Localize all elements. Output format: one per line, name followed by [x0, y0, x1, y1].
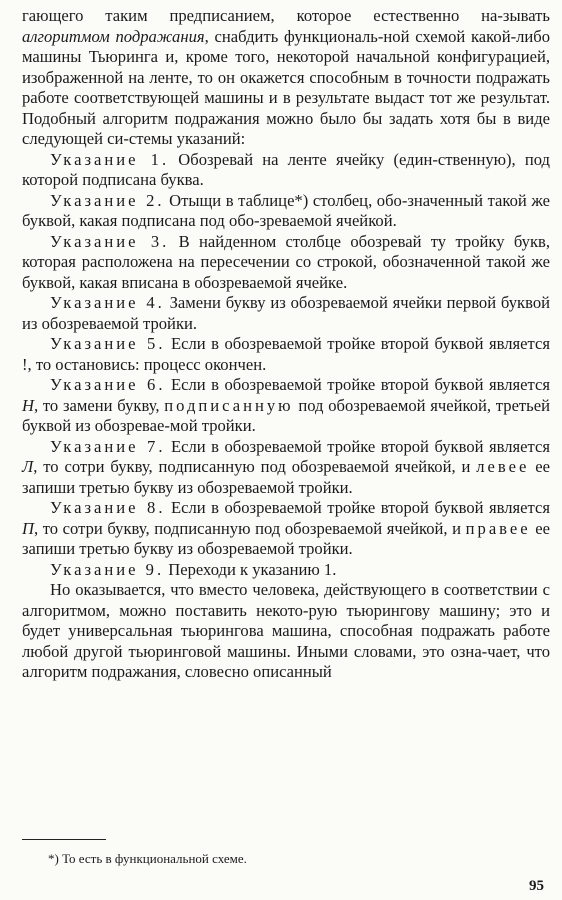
- instruction-text: Замени букву из обозреваемой ячейки первой буквой из обозреваемой тройки.: [22, 293, 551, 333]
- instruction-label: Указание 7.: [50, 436, 166, 456]
- instruction-text-b: , то сотри букву, подписанную под обозреваемой ячейкой, и: [33, 457, 477, 476]
- instruction-6: [22, 375, 550, 437]
- instruction-text-b: , то замени букву,: [33, 395, 165, 415]
- instruction-spaced-word: левее: [476, 457, 530, 476]
- instruction-italic-letter: Л: [22, 457, 34, 476]
- instruction-text-b: , то сотри букву, подписанную под обозреваемой ячейкой, и: [33, 518, 466, 538]
- instruction-text-c: ее запиши третью букву из обозреваемой тройки.: [22, 457, 550, 497]
- instruction-9: [22, 560, 550, 581]
- page-number: 95: [529, 878, 544, 894]
- footnote-divider: [22, 839, 106, 840]
- instruction-italic-letter: П: [22, 518, 34, 538]
- instruction-text: Если в обозреваемой тройке второй буквой является !, то остановись: процесс окончен.: [22, 334, 550, 374]
- instruction-italic-letter: Н: [22, 395, 34, 415]
- instruction-text: В найденном столбце обозревай ту тройку букв, которая расположена на пересечении со строкой, обозначенной такой же буквой, какая вписана в обозреваемой ячейке.: [22, 231, 550, 292]
- instruction-text-c: под обозреваемой ячейкой, третьей буквой из обозревае-мой тройки.: [22, 395, 550, 435]
- intro-text-a: гающего таким предписанием, которое естественно на-зывать: [22, 6, 550, 25]
- instruction-label: Указание 2.: [50, 190, 165, 210]
- instruction-4: [22, 293, 550, 334]
- instruction-label: Указание 1.: [50, 149, 170, 169]
- instruction-8: [22, 498, 550, 560]
- intro-text-b: , снабдить функциональ-ной схемой какой-либо машины Тьюринга и, кроме того, некоторой начальной конфигурацией, изображенной на ленте, то он окажется способным в точности подражать работе соответствующей машины и в результате выдаст тот же результат. Подобный алгоритм подражания можно было бы задать хотя бы в виде следующей си-стемы указаний:: [22, 26, 550, 148]
- instruction-text: Переходи к указанию 1.: [164, 559, 337, 579]
- instruction-text-a: Если в обозреваемой тройке второй буквой является: [165, 436, 550, 456]
- instruction-label: Указание 5.: [50, 334, 166, 353]
- body-text: [22, 6, 550, 683]
- instruction-text-a: Если в обозреваемой тройке второй буквой является: [165, 375, 550, 394]
- instruction-label: Указание 9.: [50, 559, 165, 579]
- instruction-label: Указание 6.: [50, 375, 166, 394]
- instruction-text-c: ее запиши третью букву из обозреваемой тройки.: [22, 518, 550, 558]
- instruction-text: Отыщи в таблице*) столбец, обо-значенный такой же буквой, какая подписана под обо-зреваемой ячейкой.: [22, 190, 550, 230]
- final-paragraph: Но оказывается, что вместо человека, действующего в соответствии с алгоритмом, можно поставить некото-рую тьюрингову машину; это и будет универсальная тьюрингова машина, способная подражать работе любой другой тьюринговой машины. Иными словами, это озна-чает, что алгоритм подражания, словесно описанный: [22, 580, 550, 681]
- instruction-text-a: Если в обозреваемой тройке второй буквой является: [165, 498, 550, 517]
- instruction-text: Обозревай на ленте ячейку (един-ственную), под которой подписана буква.: [22, 149, 550, 189]
- instruction-label: Указание 3.: [50, 231, 170, 251]
- intro-italic-term: алгоритмом подражания: [22, 26, 205, 46]
- instruction-label: Указание 4.: [50, 293, 165, 312]
- instruction-7: [22, 437, 550, 499]
- instruction-spaced-word: правее: [465, 518, 531, 538]
- instruction-spaced-word: подписанную: [164, 395, 294, 415]
- instruction-5: [22, 334, 550, 375]
- instruction-3: [22, 232, 550, 294]
- instruction-2: [22, 191, 550, 232]
- instruction-1: [22, 150, 550, 191]
- intro-paragraph: [22, 6, 550, 150]
- instruction-label: Указание 8.: [50, 498, 166, 517]
- footnote: *) То есть в функциональной схеме.: [48, 851, 247, 866]
